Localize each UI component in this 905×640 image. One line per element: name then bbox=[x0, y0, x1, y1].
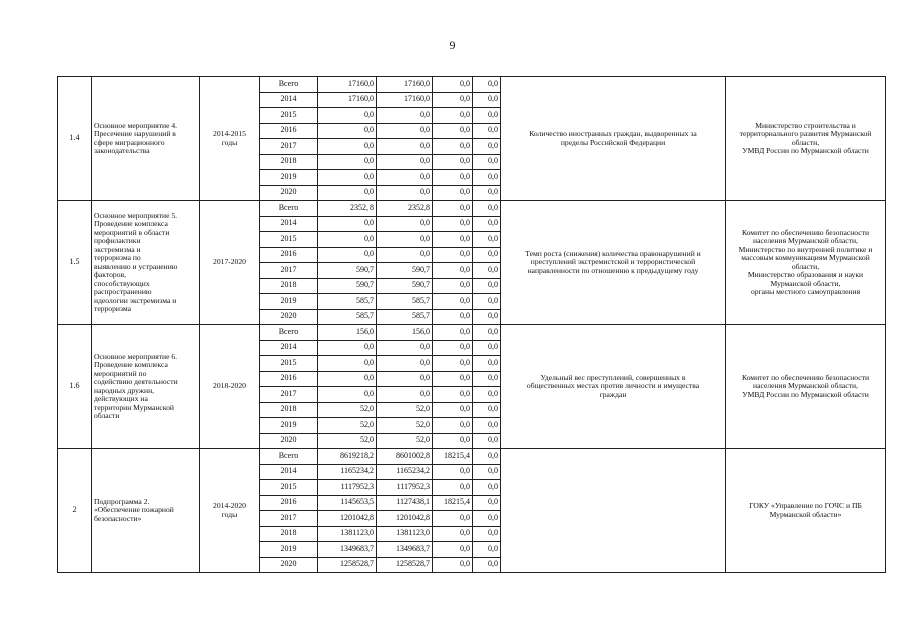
year-cell: 2014 bbox=[260, 92, 318, 108]
item-number-text: 2 bbox=[72, 505, 77, 515]
other-sources-cell: 0,0 bbox=[473, 263, 501, 279]
total-cell: 1145653,5 bbox=[318, 495, 377, 511]
year-cell: 2019 bbox=[260, 170, 318, 186]
other-sources-cell: 0,0 bbox=[473, 247, 501, 263]
implementation-term-text: 2014-2015 годы bbox=[213, 129, 246, 147]
responsible-executors bbox=[726, 201, 886, 325]
measure-name bbox=[92, 449, 200, 573]
federal-budget-cell: 0,0 bbox=[433, 216, 473, 232]
total-cell: 0,0 bbox=[318, 371, 377, 387]
total-cell: 1349683,7 bbox=[318, 542, 377, 558]
federal-budget-cell: 0,0 bbox=[433, 464, 473, 480]
target-indicator bbox=[501, 325, 726, 449]
year-cell: 2018 bbox=[260, 154, 318, 170]
other-sources-cell: 0,0 bbox=[473, 309, 501, 325]
regional-budget-cell: 52,0 bbox=[377, 402, 433, 418]
federal-budget-cell: 0,0 bbox=[433, 325, 473, 341]
federal-budget-cell: 0,0 bbox=[433, 139, 473, 155]
year-cell: 2016 bbox=[260, 371, 318, 387]
page-number: 9 bbox=[449, 38, 456, 52]
other-sources-cell: 0,0 bbox=[473, 495, 501, 511]
federal-budget-cell: 0,0 bbox=[433, 371, 473, 387]
total-cell: 52,0 bbox=[318, 433, 377, 449]
target-indicator-text: Темп роста (снижения) количества правонарушений и преступлений экстремистской и террористической направленности по отношению к предыдущему году bbox=[525, 248, 701, 275]
regional-budget-cell: 0,0 bbox=[377, 387, 433, 403]
other-sources-cell: 0,0 bbox=[473, 433, 501, 449]
year-cell: 2015 bbox=[260, 232, 318, 248]
regional-budget-cell: 0,0 bbox=[377, 139, 433, 155]
other-sources-cell: 0,0 bbox=[473, 294, 501, 310]
year-cell: Всего bbox=[260, 77, 318, 93]
federal-budget-cell: 0,0 bbox=[433, 92, 473, 108]
program-table bbox=[57, 76, 886, 573]
total-cell: 590,7 bbox=[318, 263, 377, 279]
year-cell: 2016 bbox=[260, 495, 318, 511]
regional-budget-cell: 52,0 bbox=[377, 433, 433, 449]
measure-name-text: Основное мероприятие 6. Проведение комплекса мероприятий по содействию деятельности народных дружин, действующих на территории Мурманской области bbox=[94, 351, 178, 420]
other-sources-cell: 0,0 bbox=[473, 278, 501, 294]
regional-budget-cell: 585,7 bbox=[377, 309, 433, 325]
year-cell: 2017 bbox=[260, 511, 318, 527]
implementation-term-text: 2018-2020 bbox=[213, 381, 246, 391]
total-cell: 1201042,8 bbox=[318, 511, 377, 527]
item-number bbox=[58, 77, 92, 201]
other-sources-cell: 0,0 bbox=[473, 480, 501, 496]
other-sources-cell: 0,0 bbox=[473, 542, 501, 558]
year-cell: 2017 bbox=[260, 387, 318, 403]
responsible-executors bbox=[726, 449, 886, 573]
implementation-term bbox=[200, 325, 260, 449]
table-row bbox=[58, 325, 886, 341]
measure-name bbox=[92, 77, 200, 201]
federal-budget-cell: 0,0 bbox=[433, 201, 473, 217]
item-number-text: 1.6 bbox=[69, 381, 80, 391]
total-cell: 590,7 bbox=[318, 278, 377, 294]
total-cell: 0,0 bbox=[318, 108, 377, 124]
federal-budget-cell: 0,0 bbox=[433, 247, 473, 263]
federal-budget-cell: 0,0 bbox=[433, 170, 473, 186]
federal-budget-cell: 18215,4 bbox=[433, 449, 473, 465]
federal-budget-cell: 0,0 bbox=[433, 402, 473, 418]
measure-name bbox=[92, 325, 200, 449]
total-cell: 0,0 bbox=[318, 232, 377, 248]
total-cell: 0,0 bbox=[318, 139, 377, 155]
total-cell: 1381123,0 bbox=[318, 526, 377, 542]
regional-budget-cell: 17160,0 bbox=[377, 92, 433, 108]
implementation-term-text: 2017-2020 bbox=[213, 257, 246, 267]
total-cell: 52,0 bbox=[318, 402, 377, 418]
total-cell: 1117952,3 bbox=[318, 480, 377, 496]
other-sources-cell: 0,0 bbox=[473, 201, 501, 217]
item-number bbox=[58, 325, 92, 449]
regional-budget-cell: 1258528,7 bbox=[377, 557, 433, 573]
year-cell: 2017 bbox=[260, 139, 318, 155]
regional-budget-cell: 1349683,7 bbox=[377, 542, 433, 558]
year-cell: 2020 bbox=[260, 433, 318, 449]
federal-budget-cell: 0,0 bbox=[433, 309, 473, 325]
federal-budget-cell: 0,0 bbox=[433, 356, 473, 372]
year-cell: 2014 bbox=[260, 340, 318, 356]
total-cell: 0,0 bbox=[318, 216, 377, 232]
implementation-term bbox=[200, 201, 260, 325]
total-cell: 0,0 bbox=[318, 247, 377, 263]
regional-budget-cell: 0,0 bbox=[377, 108, 433, 124]
responsible-executors-text: Министерство строительства и территориального развития Мурманской области, УМВД России по Мурманской области bbox=[739, 120, 872, 155]
measure-name-text: Основное мероприятие 5. Проведение комплекса мероприятий в области профилактики экстремизма и терроризма по выявлению и устранению факторов, способствующих распространению идеологии экстремизма и терроризма bbox=[94, 210, 178, 313]
regional-budget-cell: 0,0 bbox=[377, 170, 433, 186]
other-sources-cell: 0,0 bbox=[473, 464, 501, 480]
other-sources-cell: 0,0 bbox=[473, 557, 501, 573]
year-cell: 2019 bbox=[260, 542, 318, 558]
other-sources-cell: 0,0 bbox=[473, 123, 501, 139]
regional-budget-cell: 590,7 bbox=[377, 263, 433, 279]
measure-name-text: Подпрограмма 2. «Обеспечение пожарной безопасности» bbox=[94, 496, 174, 523]
target-indicator bbox=[501, 201, 726, 325]
other-sources-cell: 0,0 bbox=[473, 139, 501, 155]
year-cell: 2019 bbox=[260, 294, 318, 310]
total-cell: 0,0 bbox=[318, 154, 377, 170]
total-cell: 585,7 bbox=[318, 294, 377, 310]
item-number bbox=[58, 201, 92, 325]
responsible-executors-text: Комитет по обеспечению безопасности населения Мурманской области, УМВД России по Мурманской области bbox=[741, 372, 870, 399]
year-cell: 2014 bbox=[260, 464, 318, 480]
federal-budget-cell: 0,0 bbox=[433, 294, 473, 310]
total-cell: 585,7 bbox=[318, 309, 377, 325]
other-sources-cell: 0,0 bbox=[473, 526, 501, 542]
total-cell: 0,0 bbox=[318, 340, 377, 356]
total-cell: 0,0 bbox=[318, 387, 377, 403]
federal-budget-cell: 0,0 bbox=[433, 108, 473, 124]
total-cell: 17160,0 bbox=[318, 92, 377, 108]
target-indicator-text: Количество иностранных граждан, выдворенных за пределы Российской Федерации bbox=[529, 129, 697, 147]
target-indicator bbox=[501, 449, 726, 573]
regional-budget-cell: 2352,8 bbox=[377, 201, 433, 217]
year-cell: 2019 bbox=[260, 418, 318, 434]
total-cell: 0,0 bbox=[318, 123, 377, 139]
regional-budget-cell: 0,0 bbox=[377, 216, 433, 232]
regional-budget-cell: 0,0 bbox=[377, 247, 433, 263]
other-sources-cell: 0,0 bbox=[473, 511, 501, 527]
federal-budget-cell: 0,0 bbox=[433, 154, 473, 170]
total-cell: 52,0 bbox=[318, 418, 377, 434]
year-cell: 2015 bbox=[260, 356, 318, 372]
regional-budget-cell: 0,0 bbox=[377, 340, 433, 356]
other-sources-cell: 0,0 bbox=[473, 77, 501, 93]
regional-budget-cell: 0,0 bbox=[377, 185, 433, 201]
year-cell: 2016 bbox=[260, 247, 318, 263]
year-cell: 2018 bbox=[260, 402, 318, 418]
implementation-term bbox=[200, 449, 260, 573]
other-sources-cell: 0,0 bbox=[473, 154, 501, 170]
regional-budget-cell: 590,7 bbox=[377, 278, 433, 294]
federal-budget-cell: 0,0 bbox=[433, 387, 473, 403]
other-sources-cell: 0,0 bbox=[473, 387, 501, 403]
regional-budget-cell: 0,0 bbox=[377, 232, 433, 248]
regional-budget-cell: 17160,0 bbox=[377, 77, 433, 93]
regional-budget-cell: 1117952,3 bbox=[377, 480, 433, 496]
year-cell: 2016 bbox=[260, 123, 318, 139]
measure-name-text: Основное мероприятие 4. Пресечение нарушений в сфере миграционного законодательства bbox=[94, 120, 178, 155]
regional-budget-cell: 52,0 bbox=[377, 418, 433, 434]
federal-budget-cell: 0,0 bbox=[433, 480, 473, 496]
regional-budget-cell: 0,0 bbox=[377, 154, 433, 170]
other-sources-cell: 0,0 bbox=[473, 325, 501, 341]
federal-budget-cell: 0,0 bbox=[433, 77, 473, 93]
item-number bbox=[58, 449, 92, 573]
total-cell: 0,0 bbox=[318, 356, 377, 372]
regional-budget-cell: 1127438,1 bbox=[377, 495, 433, 511]
other-sources-cell: 0,0 bbox=[473, 449, 501, 465]
total-cell: 1165234,2 bbox=[318, 464, 377, 480]
federal-budget-cell: 0,0 bbox=[433, 123, 473, 139]
implementation-term-text: 2014-2020 годы bbox=[213, 501, 246, 519]
federal-budget-cell: 0,0 bbox=[433, 511, 473, 527]
total-cell: 2352, 8 bbox=[318, 201, 377, 217]
regional-budget-cell: 156,0 bbox=[377, 325, 433, 341]
federal-budget-cell: 18215,4 bbox=[433, 495, 473, 511]
total-cell: 156,0 bbox=[318, 325, 377, 341]
implementation-term bbox=[200, 77, 260, 201]
year-cell: 2018 bbox=[260, 526, 318, 542]
regional-budget-cell: 1381123,0 bbox=[377, 526, 433, 542]
other-sources-cell: 0,0 bbox=[473, 108, 501, 124]
item-number-text: 1.4 bbox=[69, 133, 80, 143]
other-sources-cell: 0,0 bbox=[473, 356, 501, 372]
item-number-text: 1.5 bbox=[69, 257, 80, 267]
other-sources-cell: 0,0 bbox=[473, 92, 501, 108]
total-cell: 0,0 bbox=[318, 185, 377, 201]
year-cell: 2020 bbox=[260, 185, 318, 201]
year-cell: 2020 bbox=[260, 309, 318, 325]
federal-budget-cell: 0,0 bbox=[433, 278, 473, 294]
regional-budget-cell: 1201042,8 bbox=[377, 511, 433, 527]
regional-budget-cell: 0,0 bbox=[377, 123, 433, 139]
year-cell: 2017 bbox=[260, 263, 318, 279]
year-cell: Всего bbox=[260, 325, 318, 341]
year-cell: Всего bbox=[260, 201, 318, 217]
regional-budget-cell: 0,0 bbox=[377, 371, 433, 387]
total-cell: 8619218,2 bbox=[318, 449, 377, 465]
responsible-executors-text: Комитет по обеспечению безопасности населения Мурманской области, Министерство по внутренней политике и массовым коммуникациям Мурманской области, Министерство образования и науки Мурманской области, органы местного самоуправления bbox=[738, 227, 873, 296]
regional-budget-cell: 1165234,2 bbox=[377, 464, 433, 480]
federal-budget-cell: 0,0 bbox=[433, 557, 473, 573]
year-cell: Всего bbox=[260, 449, 318, 465]
other-sources-cell: 0,0 bbox=[473, 418, 501, 434]
total-cell: 1258528,7 bbox=[318, 557, 377, 573]
target-indicator bbox=[501, 77, 726, 201]
federal-budget-cell: 0,0 bbox=[433, 185, 473, 201]
responsible-executors bbox=[726, 77, 886, 201]
total-cell: 17160,0 bbox=[318, 77, 377, 93]
other-sources-cell: 0,0 bbox=[473, 232, 501, 248]
year-cell: 2020 bbox=[260, 557, 318, 573]
federal-budget-cell: 0,0 bbox=[433, 263, 473, 279]
table-body bbox=[58, 77, 886, 573]
federal-budget-cell: 0,0 bbox=[433, 232, 473, 248]
total-cell: 0,0 bbox=[318, 170, 377, 186]
other-sources-cell: 0,0 bbox=[473, 170, 501, 186]
table-row bbox=[58, 77, 886, 93]
regional-budget-cell: 585,7 bbox=[377, 294, 433, 310]
federal-budget-cell: 0,0 bbox=[433, 433, 473, 449]
responsible-executors-text: ГОКУ «Управление по ГОЧС и ПБ Мурманской области» bbox=[749, 501, 862, 519]
target-indicator-text: Удельный вес преступлений, совершенных в общественных местах против личности и имущества граждан bbox=[526, 372, 700, 399]
federal-budget-cell: 0,0 bbox=[433, 418, 473, 434]
federal-budget-cell: 0,0 bbox=[433, 340, 473, 356]
table-row bbox=[58, 449, 886, 465]
year-cell: 2014 bbox=[260, 216, 318, 232]
year-cell: 2015 bbox=[260, 480, 318, 496]
regional-budget-cell: 0,0 bbox=[377, 356, 433, 372]
other-sources-cell: 0,0 bbox=[473, 216, 501, 232]
other-sources-cell: 0,0 bbox=[473, 371, 501, 387]
responsible-executors bbox=[726, 325, 886, 449]
other-sources-cell: 0,0 bbox=[473, 402, 501, 418]
other-sources-cell: 0,0 bbox=[473, 185, 501, 201]
table-row bbox=[58, 201, 886, 217]
year-cell: 2015 bbox=[260, 108, 318, 124]
regional-budget-cell: 8601002,8 bbox=[377, 449, 433, 465]
federal-budget-cell: 0,0 bbox=[433, 542, 473, 558]
federal-budget-cell: 0,0 bbox=[433, 526, 473, 542]
year-cell: 2018 bbox=[260, 278, 318, 294]
measure-name bbox=[92, 201, 200, 325]
other-sources-cell: 0,0 bbox=[473, 340, 501, 356]
